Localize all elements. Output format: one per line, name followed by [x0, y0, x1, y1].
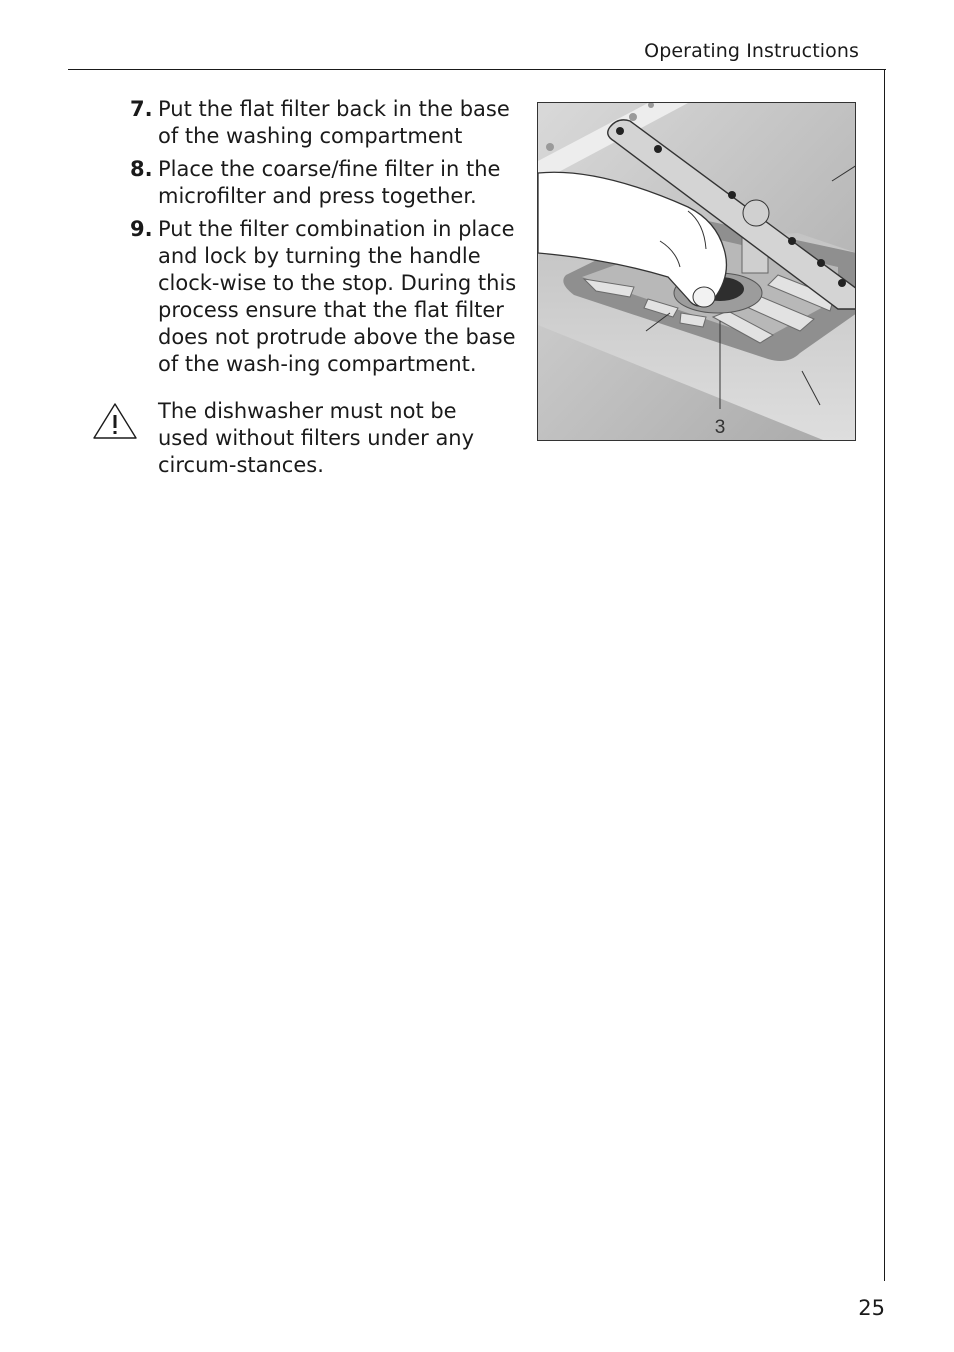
callout-label: 3 — [714, 417, 726, 438]
step-9 — [130, 216, 530, 378]
header-rule — [68, 69, 886, 70]
step-text: Place the coarse/fine filter in the microfilter and press together. — [158, 157, 501, 208]
filter-illustration — [537, 102, 856, 441]
steps-list — [130, 96, 530, 384]
step-number: 9. — [130, 217, 153, 241]
step-7 — [130, 96, 530, 150]
header-title: Operating Instructions — [644, 40, 859, 62]
step-number: 7. — [130, 97, 153, 121]
step-text: Put the flat filter back in the base of the washing compartment — [158, 97, 510, 148]
warning-triangle-icon — [92, 402, 138, 440]
warning-text: The dishwasher must not be used without filters under any circum-stances. — [158, 399, 475, 477]
page-number: 25 — [858, 1296, 885, 1320]
step-number: 8. — [130, 157, 153, 181]
filter-illustration-drawing — [538, 103, 856, 441]
warning-note — [92, 398, 512, 479]
step-8 — [130, 156, 530, 210]
side-rule — [884, 69, 885, 1281]
step-text: Put the filter combination in place and lock by turning the handle clock-wise to the stop. During this process ensure that the flat filter does not protrude above the base of the wash-ing compartment. — [158, 217, 517, 376]
